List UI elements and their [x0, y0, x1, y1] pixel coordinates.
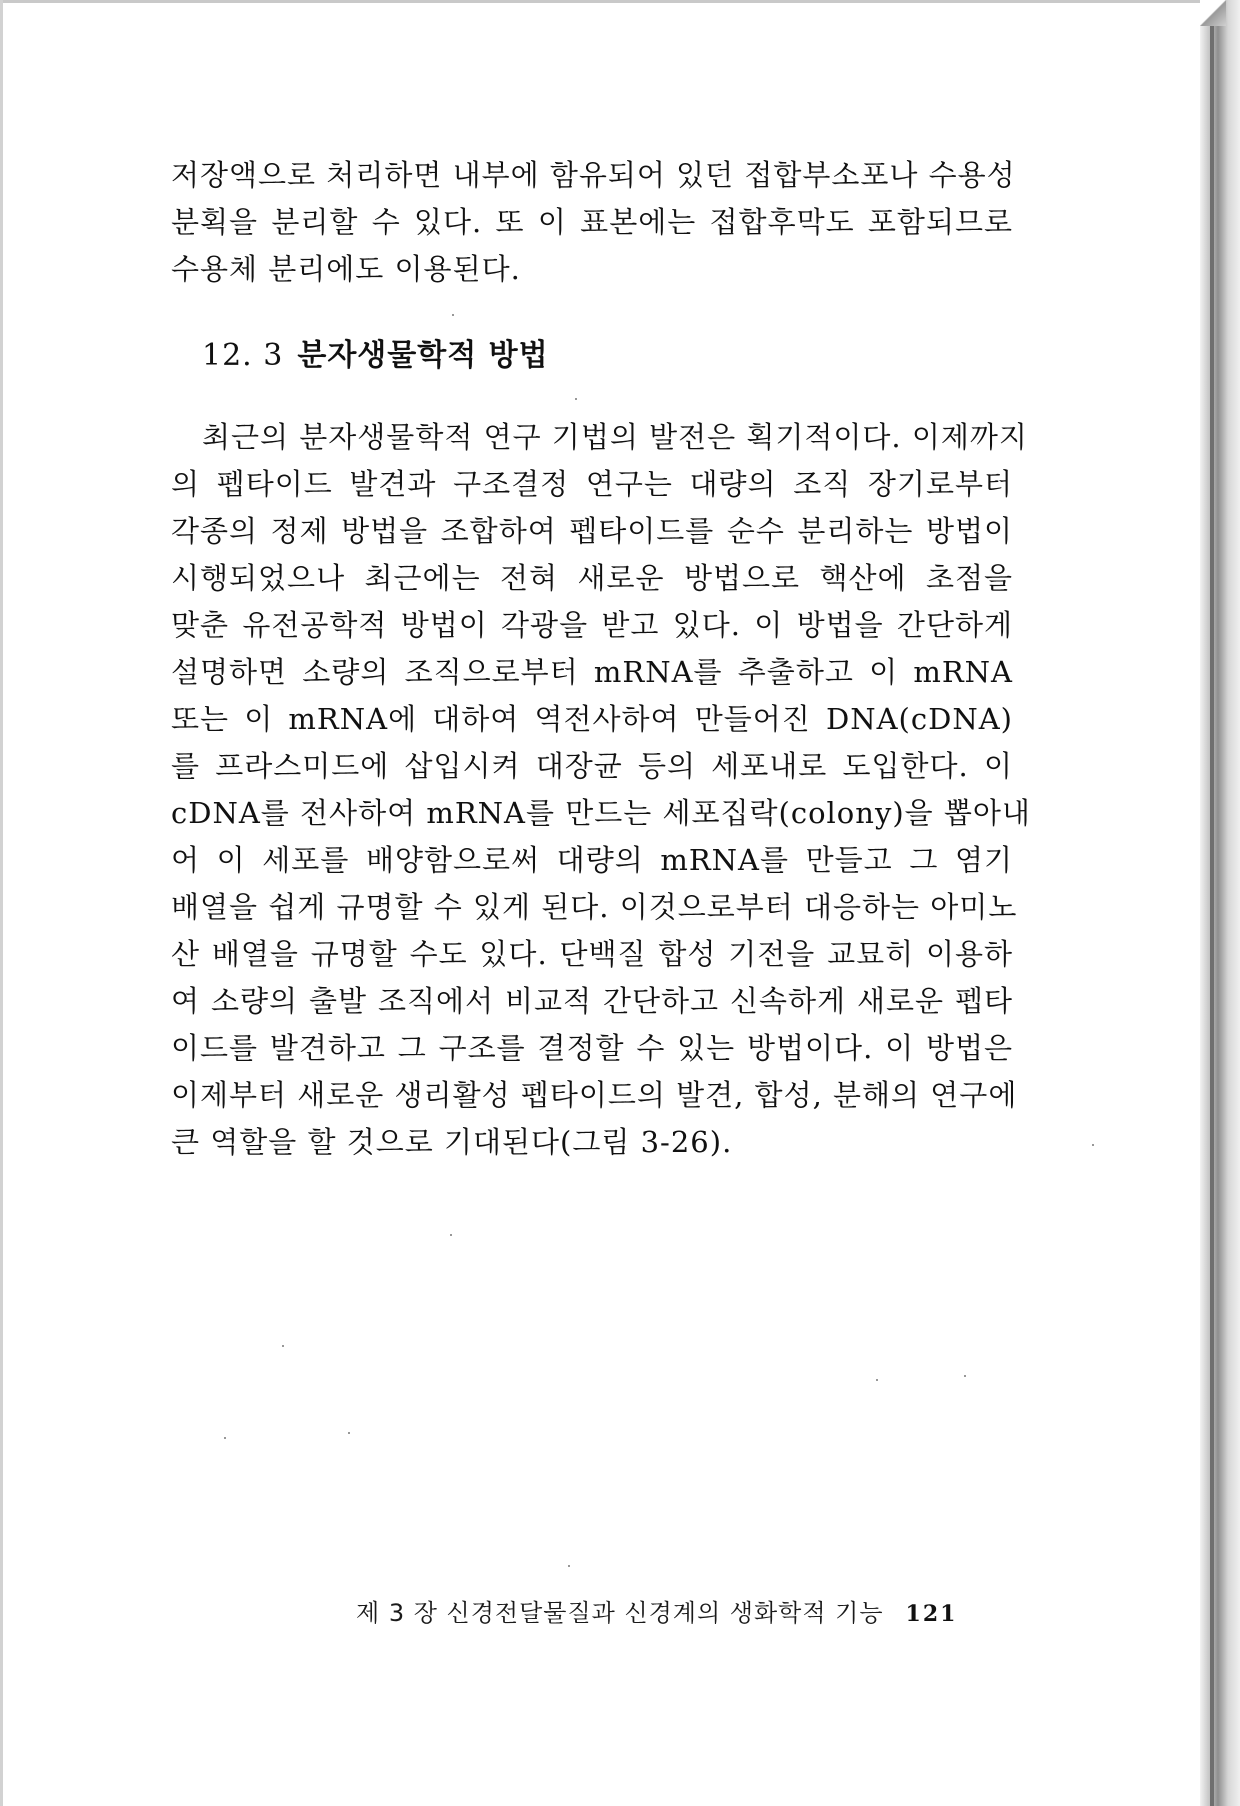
paragraph-1: [171, 152, 1016, 293]
running-footer-title: 제 3 장 신경전달물질과 신경계의 생화학적 기능: [356, 1599, 884, 1627]
text-line: 맞춘 유전공학적 방법이 각광을 받고 있다. 이 방법을 간단하게: [171, 608, 1013, 642]
page-corner-fold: [1200, 0, 1226, 26]
scan-speck: [575, 398, 577, 400]
text-line: 시행되었으나 최근에는 전혀 새로운 방법으로 핵산에 초점을: [171, 561, 1013, 595]
page-top-edge: [0, 0, 1212, 3]
text-line: 를 프라스미드에 삽입시켜 대장균 등의 세포내로 도입한다. 이: [171, 749, 1013, 783]
section-title: 분자생물학적 방법: [297, 338, 549, 373]
page-binding-edge: [1200, 0, 1240, 1806]
text-line: 각종의 정제 방법을 조합하여 펩타이드를 순수 분리하는 방법이: [171, 514, 1013, 548]
scan-speck: [450, 1234, 452, 1236]
scan-speck: [568, 1565, 570, 1567]
text-line: 분획을 분리할 수 있다. 또 이 표본에는 접합후막도 포함되므로: [171, 205, 1013, 239]
scan-speck: [876, 1379, 878, 1381]
text-line: 어 이 세포를 배양함으로써 대량의 mRNA를 만들고 그 염기: [171, 843, 1013, 877]
text-line: 큰 역할을 할 것으로 기대된다(그림 3-26).: [171, 1125, 733, 1159]
page-number: 121: [905, 1601, 958, 1627]
section-number: 12. 3: [202, 338, 284, 373]
section-heading: [202, 336, 549, 376]
text-line: 최근의 분자생물학적 연구 기법의 발전은 획기적이다. 이제까지: [202, 420, 1028, 454]
scan-speck: [282, 1345, 284, 1347]
text-line: 설명하면 소량의 조직으로부터 mRNA를 추출하고 이 mRNA: [171, 655, 1013, 689]
text-line: 이제부터 새로운 생리활성 펩타이드의 발견, 합성, 분해의 연구에: [171, 1078, 1018, 1112]
text-line: 수용체 분리에도 이용된다.: [171, 252, 521, 286]
text-line: 배열을 쉽게 규명할 수 있게 된다. 이것으로부터 대응하는 아미노: [171, 890, 1018, 924]
text-line: 의 펩타이드 발견과 구조결정 연구는 대량의 조직 장기로부터: [171, 467, 1013, 501]
text-line: 산 배열을 규명할 수도 있다. 단백질 합성 기전을 교묘히 이용하: [171, 937, 1013, 971]
paragraph-2: [171, 414, 1031, 1166]
page-footer: [356, 1593, 957, 1633]
scan-speck: [452, 314, 454, 316]
text-line: 저장액으로 처리하면 내부에 함유되어 있던 접합부소포나 수용성: [171, 158, 1016, 192]
text-line: 또는 이 mRNA에 대하여 역전사하여 만들어진 DNA(cDNA): [171, 702, 1013, 736]
scan-speck: [348, 1432, 350, 1434]
scan-speck: [224, 1437, 226, 1439]
page-binding-shadow: [1210, 4, 1214, 1806]
page-left-edge: [0, 0, 3, 1806]
text-line: 여 소량의 출발 조직에서 비교적 간단하고 신속하게 새로운 펩타: [171, 984, 1013, 1018]
text-line: 이드를 발견하고 그 구조를 결정할 수 있는 방법이다. 이 방법은: [171, 1031, 1013, 1065]
scan-speck: [1092, 1144, 1094, 1146]
scan-speck: [964, 1375, 966, 1377]
text-line: cDNA를 전사하여 mRNA를 만드는 세포집락(colony)을 뽑아내: [171, 796, 1031, 830]
